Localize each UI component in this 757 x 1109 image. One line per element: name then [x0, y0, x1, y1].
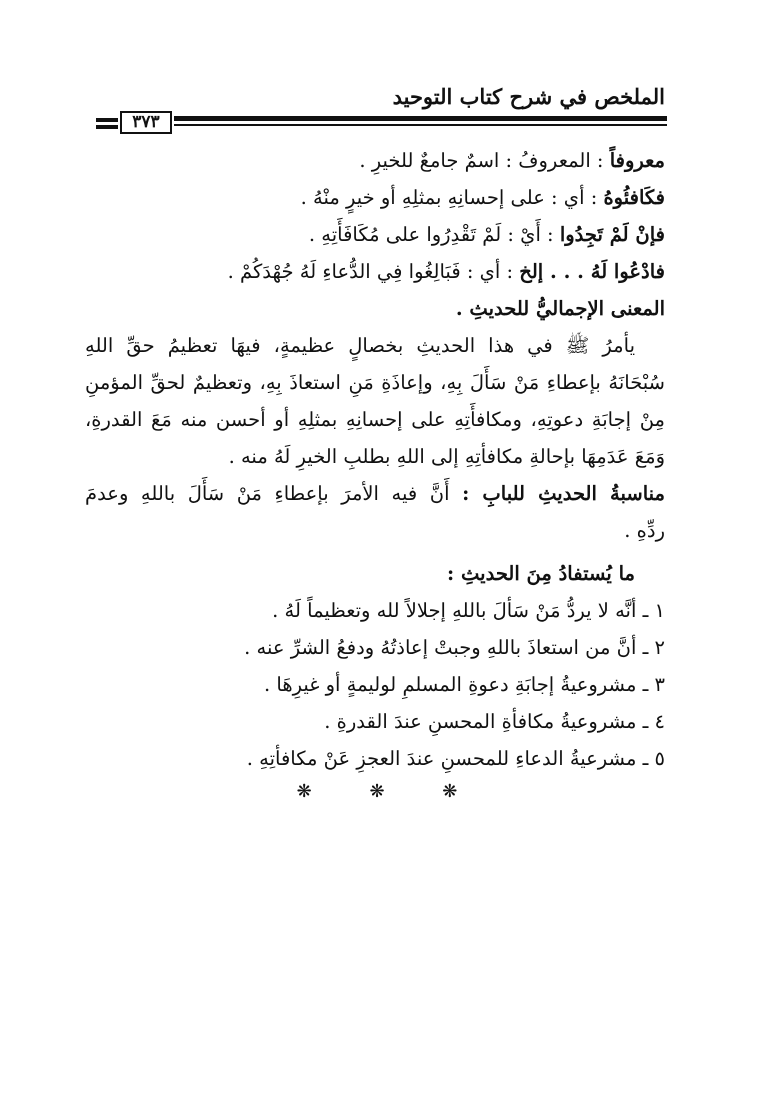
definition-line — [85, 216, 665, 253]
page-number: ٣٧٣ — [132, 112, 160, 132]
paragraph-line: وَمَعَ عَدَمِهَا بإحالةِ مكافأتِهِ إلى اللهِ بطلبِ الخيرِ لَهُ منه . — [228, 445, 665, 468]
relevance-heading: مناسبةُ الحديثِ للبابِ : — [462, 482, 665, 505]
definition-text: : المعروفُ : اسمٌ جامعٌ للخيرِ . — [359, 149, 604, 172]
benefit-item: ٢ ـ أنَّ من استعاذَ باللهِ وجبتْ إعاذتُهُ ودفعُ الشرِّ عنه . — [244, 636, 665, 659]
page-body — [85, 142, 665, 802]
section-heading-summary: المعنى الإجماليُّ للحديثِ . — [455, 297, 665, 320]
paragraph-line: سُبْحَانَهُ بإعطاءِ مَنْ سَأَلَ بِهِ، وإعاذَةِ مَنِ استعاذَ بِهِ، وتعظيمٌ لحقِّ المؤمنِ — [85, 371, 665, 394]
definition-term: فإنْ لَمْ تَجِدُوا — [559, 223, 665, 246]
header-title: الملخص في شرح كتاب التوحيد — [392, 84, 665, 109]
page-number-box — [120, 111, 172, 134]
definition-term: معروفاً — [609, 149, 665, 172]
definition-line — [85, 253, 665, 290]
relevance-continuation: ردِّهِ . — [624, 519, 665, 542]
relevance-text: أَنَّ فيه الأمرَ بإعطاءِ مَنْ سَأَلَ باللهِ وعدمَ — [85, 482, 450, 505]
header-rule-short-bottom — [96, 125, 118, 129]
header-rule-thick — [174, 116, 667, 121]
paragraph-line: مِنْ إجابَةِ دعوتِهِ، ومكافأَتِهِ على إحسانِهِ بمثلِهِ أو أحسن منه مَعَ القدرةِ، — [85, 408, 665, 431]
paragraph-line: يأمرُ ﷺ في هذا الحديثِ بخصالٍ عظيمةٍ، فيهَا تعظيمُ حقِّ اللهِ — [85, 334, 635, 357]
definition-term: فادْعُوا لَهُ . . . إلخ — [519, 260, 665, 283]
definition-term: فكَافئُوهُ — [603, 186, 665, 209]
header-rule-thin — [174, 124, 667, 126]
end-ornament: ❋ ❋ ❋ — [296, 781, 484, 802]
header-rule-short-top — [96, 118, 118, 122]
definition-line — [85, 142, 665, 179]
definition-line — [85, 179, 665, 216]
benefit-item: ٤ ـ مشروعيةُ مكافأةِ المحسنِ عندَ القدرةِ . — [324, 710, 665, 733]
definition-text: : أي : فَبَالِغُوا فِي الدُّعاءِ لَهُ جُهْدَكُمْ . — [227, 260, 514, 283]
benefit-item: ٣ ـ مشروعيةُ إجابَةِ دعوةِ المسلمِ لوليمةٍ أو غيرِهَا . — [263, 673, 665, 696]
benefits-heading: ما يُستفادُ مِنَ الحديثِ : — [447, 562, 635, 585]
definition-text: : أَيْ : لَمْ تَقْدِرُوا على مُكَافَأَتِهِ . — [308, 223, 554, 246]
benefit-item: ١ ـ أنَّه لا يردُّ مَنْ سَألَ باللهِ إجلالاً لله وتعظيماً لَهُ . — [272, 599, 665, 622]
benefit-item: ٥ ـ مشرعيةُ الدعاءِ للمحسنِ عندَ العجزِ عَنْ مكافأتِهِ . — [246, 747, 665, 770]
relevance-line — [85, 475, 665, 512]
definition-text: : أي : على إحسانِهِ بمثلِهِ أو خيرٍ منْهُ . — [300, 186, 598, 209]
